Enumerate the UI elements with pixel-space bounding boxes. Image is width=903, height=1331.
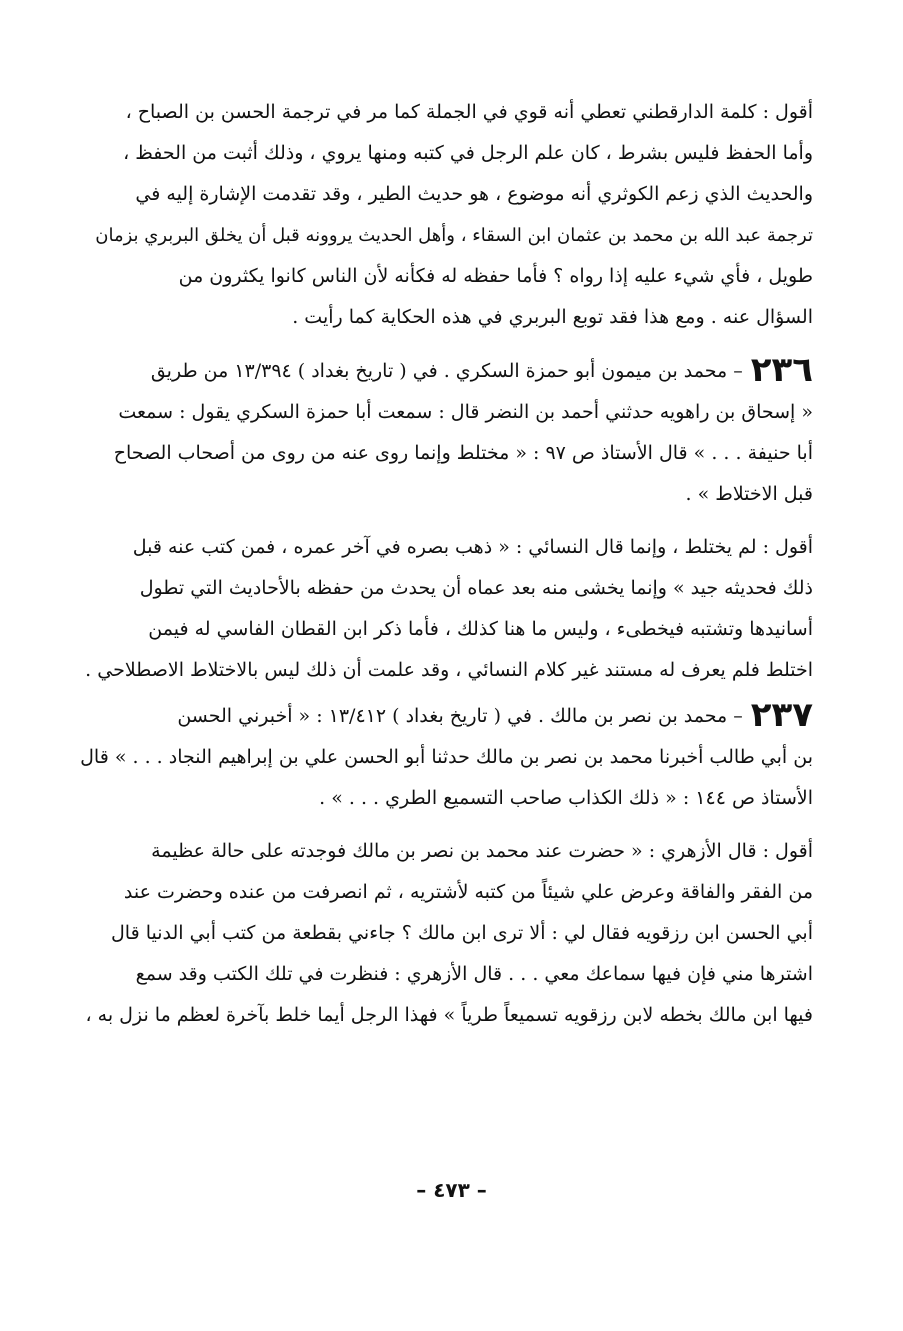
text-line: والحديث الذي زعم الكوثري أنه موضوع ، هو حديث الطير ، وقد تقدمت الإشارة إليه في (135, 183, 813, 205)
text-line: أبا حنيفة . . . » قال الأستاذ ص ٩٧ : « مختلط وإنما روى عنه من روى من أصحاب الصحاح (113, 442, 813, 464)
text-line: أقول : لم يختلط ، وإنما قال النسائي : « ذهب بصره في آخر عمره ، فمن كتب عنه قبل (132, 536, 813, 558)
text-line: السؤال عنه . ومع هذا فقد توبع البربري في هذه الحكاية كما رأيت . (292, 306, 813, 328)
text-line: ذلك فحديثه جيد » وإنما يخشى منه بعد عماه أن يحدث من حفظه بالأحاديث التي تطول (139, 577, 813, 599)
text-line: من الفقر والفاقة وعرض علي شيئاً من كتبه لأشتريه ، ثم انصرفت من عنده وحضرت عند (123, 881, 813, 903)
text-line: فيها ابن مالك بخطه لابن رزقويه تسميعاً طرياً » فهذا الرجل أيما خلط بآخرة لعظم ما نزل به ، (85, 1004, 813, 1026)
entry-237 (78, 695, 813, 819)
entry-heading-text: – محمد بن نصر بن مالك . في ( تاريخ بغداد ) ١٣/٤١٢ : « أخبرني الحسن (177, 705, 743, 727)
entry-236 (78, 350, 813, 515)
page-body (78, 92, 813, 1331)
text-line: وأما الحفظ فليس بشرط ، كان علم الرجل في كتبه ومنها يروي ، وذلك أثبت من الحفظ ، (123, 142, 813, 164)
paragraph-comment-2 (78, 527, 813, 691)
entry-number: ٢٣٦ (750, 350, 813, 390)
text-line: بن أبي طالب أخبرنا محمد بن نصر بن مالك حدثنا أبو الحسن علي بن إبراهيم النجاد . . . » قال (80, 746, 813, 768)
entry-heading-text: – محمد بن ميمون أبو حمزة السكري . في ( تاريخ بغداد ) ١٣/٣٩٤ من طريق (150, 360, 743, 382)
text-line: طويل ، فأي شيء عليه إذا رواه ؟ فأما حفظه له فكأنه لأن الناس كانوا يكثرون من (178, 265, 813, 287)
paragraph-comment-3 (78, 831, 813, 1036)
text-line: أقول : قال الأزهري : « حضرت عند محمد بن نصر بن مالك فوجدته على حالة عظيمة (151, 840, 813, 862)
text-line: قبل الاختلاط » . (685, 483, 813, 505)
entry-heading-line (78, 695, 813, 737)
text-line: أبي الحسن ابن رزقويه فقال لي : ألا ترى ابن مالك ؟ جاءني بقطعة من كتب أبي الدنيا قال (110, 922, 813, 944)
text-line: أسانيدها وتشتبه فيخطىء ، وليس ما هنا كذلك ، فأما ذكر ابن القطان الفاسي له فيمن (148, 618, 813, 640)
text-line: اشترها مني فإن فيها سماعك معي . . . قال الأزهري : فنظرت في تلك الكتب وقد سمع (135, 963, 813, 985)
text-line: اختلط فلم يعرف له مستند غير كلام النسائي ، وقد علمت أن ذلك ليس بالاختلاط الاصطلاحي . (85, 659, 813, 681)
paragraph-comment-1 (78, 92, 813, 338)
text-line: أقول : كلمة الدارقطني تعطي أنه قوي في الجملة كما مر في ترجمة الحسن بن الصباح ، (125, 101, 813, 123)
page-number: – ٤٧٣ – (416, 1178, 487, 1202)
entry-number: ٢٣٧ (750, 695, 813, 735)
entry-heading-line (78, 350, 813, 392)
text-line: « إسحاق بن راهويه حدثني أحمد بن النضر قال : سمعت أبا حمزة السكري يقول : سمعت (118, 401, 813, 423)
text-line: ترجمة عبد الله بن محمد بن عثمان ابن السقاء ، وأهل الحديث يروونه قبل أن يخلق البربري بزمان (95, 225, 813, 246)
text-line: الأستاذ ص ١٤٤ : « ذلك الكذاب صاحب التسميع الطري . . . » . (319, 787, 813, 809)
